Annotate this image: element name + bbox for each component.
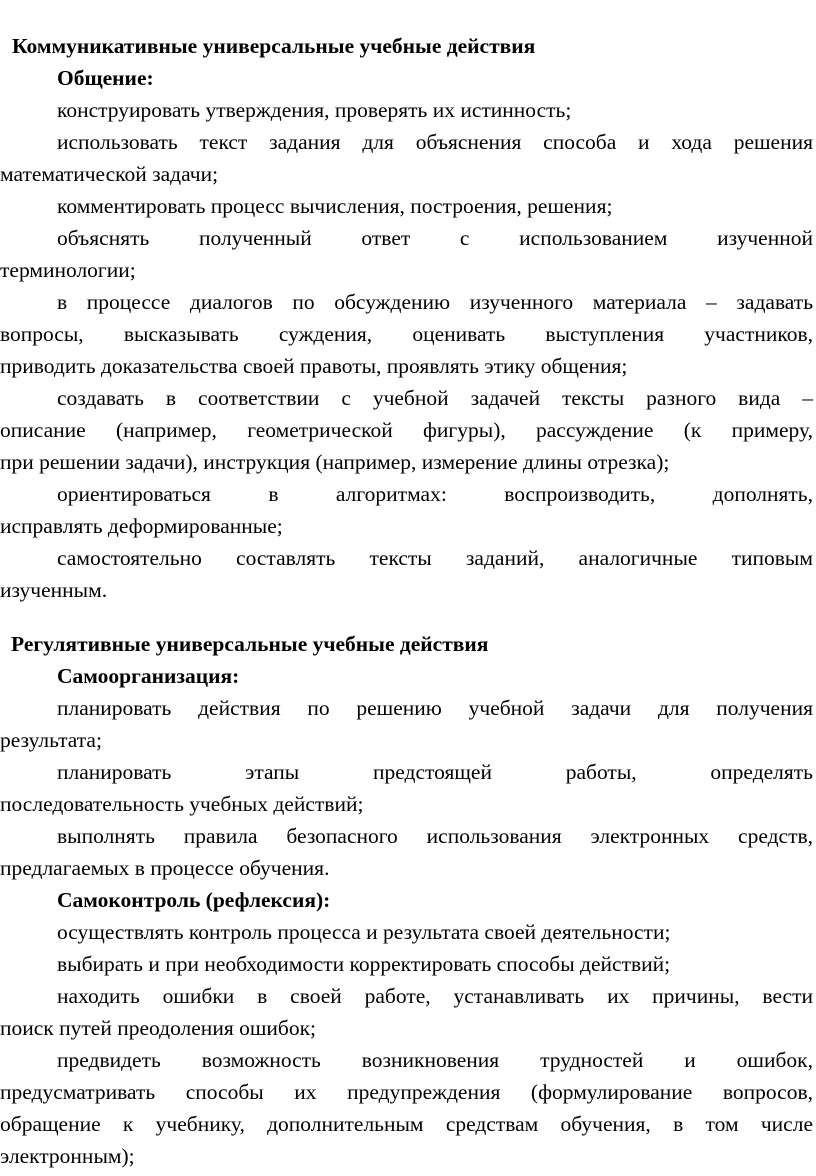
paragraph-line: конструировать утверждения, проверять их истинность; [57, 98, 572, 122]
paragraph-line: поиск путей преодоления ошибок; [0, 1016, 317, 1040]
paragraph-line: комментировать процесс вычисления, построения, решения; [57, 194, 613, 218]
paragraph-line: вопросы, высказывать суждения, оценивать выступления участников, [0, 322, 813, 346]
paragraph-line: самостоятельно составлять тексты заданий, аналогичные типовым [57, 546, 813, 570]
paragraph-line: обращение к учебнику, дополнительным средствам обучения, в том числе [0, 1112, 813, 1136]
paragraph-line: изученным. [0, 578, 108, 602]
paragraph-line: выбирать и при необходимости корректировать способы действий; [57, 952, 671, 976]
paragraph-line: объяснять полученный ответ с использованием изученной [57, 226, 813, 250]
paragraph-line: математической задачи; [0, 162, 219, 186]
paragraph-line: предлагаемых в процессе обучения. [0, 856, 330, 880]
paragraph-line: использовать текст задания для объяснения способа и хода решения [57, 130, 813, 154]
paragraph-line: терминологии; [0, 258, 136, 282]
paragraph-line: находить ошибки в своей работе, устанавливать их причины, вести [57, 984, 813, 1008]
paragraph-line: ориентироваться в алгоритмах: воспроизводить, дополнять, [57, 482, 813, 506]
paragraph-line: создавать в соответствии с учебной задачей тексты разного вида – [57, 386, 813, 410]
paragraph-line: исправлять деформированные; [0, 514, 283, 538]
subsection-title: Общение: [57, 66, 154, 90]
paragraph-line: последовательность учебных действий; [0, 792, 364, 816]
paragraph-line: электронным); [0, 1144, 135, 1168]
subsection-title: Самоорганизация: [57, 664, 240, 688]
paragraph-line: выполнять правила безопасного использования электронных средств, [57, 824, 813, 848]
paragraph-line: предвидеть возможность возникновения трудностей и ошибок, [57, 1048, 813, 1072]
paragraph-line: при решении задачи), инструкция (например, измерение длины отрезка); [0, 450, 670, 474]
paragraph-line: описание (например, геометрической фигуры), рассуждение (к примеру, [0, 418, 813, 442]
paragraph-line: приводить доказательства своей правоты, проявлять этику общения; [0, 354, 628, 378]
paragraph-line: планировать действия по решению учебной задачи для получения [57, 696, 813, 720]
paragraph-line: осуществлять контроль процесса и результата своей деятельности; [57, 920, 671, 944]
subsection-title: Самоконтроль (рефлексия): [57, 888, 331, 912]
paragraph-line: планировать этапы предстоящей работы, определять [57, 760, 813, 784]
section-heading: Регулятивные универсальные учебные действия [11, 632, 489, 656]
paragraph-line: предусматривать способы их предупреждения (формулирование вопросов, [0, 1080, 813, 1104]
section-heading: Коммуникативные универсальные учебные действия [12, 34, 536, 58]
paragraph-line: в процессе диалогов по обсуждению изученного материала – задавать [57, 290, 813, 314]
paragraph-line: результата; [0, 728, 102, 752]
